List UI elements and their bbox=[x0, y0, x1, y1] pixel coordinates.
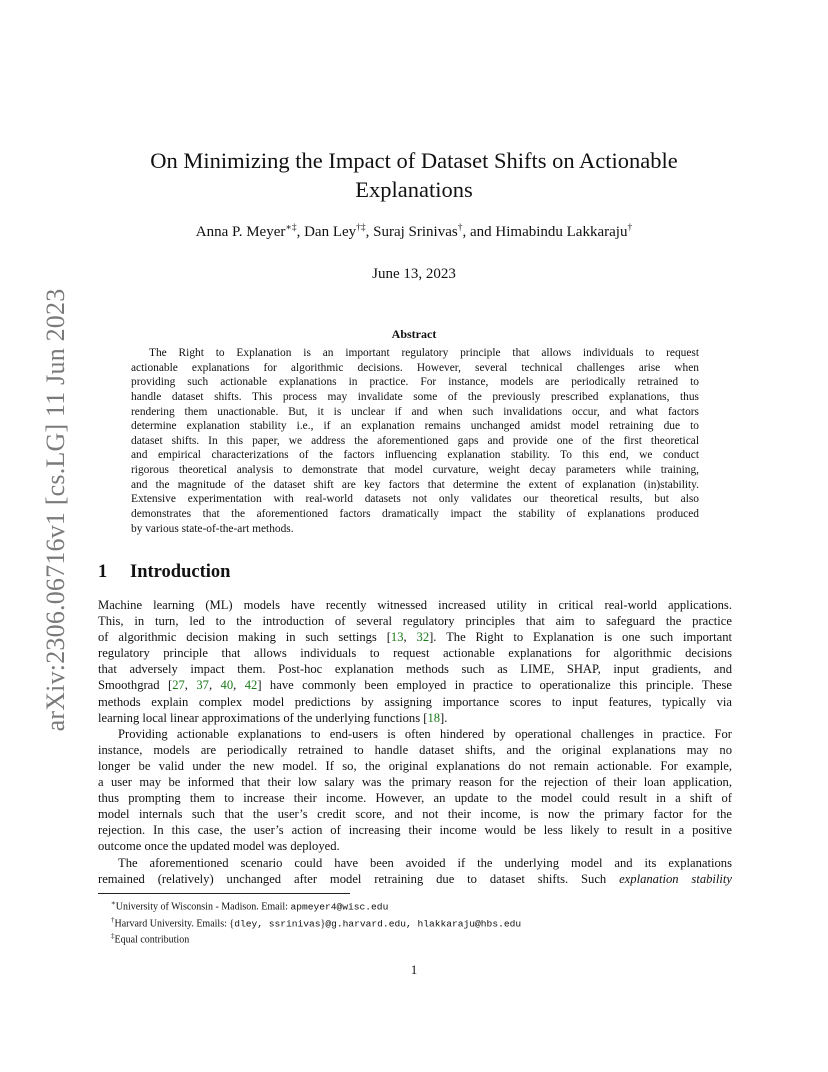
citation-link[interactable]: 18 bbox=[427, 710, 441, 725]
citation-link[interactable]: 32 bbox=[416, 630, 430, 645]
affiliation-marks: † bbox=[627, 223, 633, 233]
paragraph-line: rejection. In this case, the user’s action of increasing their income would be less likely to result in a positive bbox=[98, 823, 732, 838]
paragraph-line: a user may be informed that their low salary was the primary reason for the rejection of their loan application, bbox=[98, 775, 732, 790]
section-heading bbox=[98, 562, 230, 583]
abstract-line: actionable explanations for algorithmic decisions. However, several technical challenges arise when bbox=[131, 361, 699, 374]
author-name: Suraj Srinivas bbox=[373, 224, 458, 240]
abstract-line: and the magnitude of the dataset shift are key factors that determine the extent of explanation (in)stability. bbox=[131, 478, 699, 491]
citation-link[interactable]: 40 bbox=[220, 678, 234, 693]
footnote bbox=[111, 914, 711, 931]
footnotes bbox=[111, 897, 711, 947]
paper-title bbox=[0, 146, 828, 204]
paragraph-line: that adversely impact them. Post-hoc explanation methods such as LIME, SHAP, input gradients, and bbox=[98, 662, 732, 677]
citation-link[interactable]: 13 bbox=[390, 630, 404, 645]
citation-link[interactable]: 37 bbox=[196, 678, 209, 693]
paragraph-line: outcome once the updated model was deployed. bbox=[98, 839, 340, 854]
paragraph-line: This, in turn, led to the introduction of several regulatory principles that aim to safeguard the practice bbox=[98, 614, 732, 629]
emphasized-term: explanation stability bbox=[619, 871, 732, 886]
paragraph-line: Providing actionable explanations to end-users is often hindered by operational challenges in practice. For bbox=[118, 726, 732, 741]
footnote bbox=[111, 897, 711, 914]
footnote-mark: ∗ bbox=[111, 899, 116, 907]
paragraph-line: Smoothgrad [27, 37, 40, 42] have commonly been employed in practice to operationalize this principle. These bbox=[98, 678, 732, 693]
paragraph-line: of algorithmic decision making in such settings [13, 32]. The Right to Explanation is one such important bbox=[98, 630, 732, 645]
citation-link[interactable]: 42 bbox=[244, 678, 258, 693]
title-line-1: On Minimizing the Impact of Dataset Shifts on Actionable bbox=[150, 148, 678, 173]
email-address[interactable]: apmeyer4@wisc.edu bbox=[290, 901, 389, 913]
paragraph-line: learning local linear approximations of the underlying functions [18]. bbox=[98, 710, 448, 725]
affiliation-marks: ∗‡ bbox=[285, 223, 297, 233]
paragraph-line: regulatory principle that allows individuals to request actionable explanations for algorithmic decisions bbox=[98, 646, 732, 661]
footnote-text: University of Wisconsin - Madison. Email: bbox=[115, 901, 291, 913]
paragraph-line: instance, models are periodically retrained to handle dataset shifts, and the original explanations may no bbox=[98, 742, 732, 757]
affiliation-marks: † bbox=[457, 223, 463, 233]
footnote-text: } bbox=[320, 917, 326, 929]
abstract-line: by various state-of-the-art methods. bbox=[131, 522, 294, 535]
abstract-line: providing such actionable explanations in practice. For instance, models are periodically retrained to bbox=[131, 376, 699, 389]
abstract-line: rigorous theoretical analysis to demonstrate that model curvature, weight decay parameters while training, bbox=[131, 464, 699, 477]
title-line-2: Explanations bbox=[355, 177, 473, 202]
author-list bbox=[0, 222, 828, 241]
paragraph-line: thus prompting them to increase their income. However, an update to the model could result in a shift of bbox=[98, 791, 732, 806]
author-name: Dan Ley bbox=[304, 224, 357, 240]
paragraph-line: The aforementioned scenario could have been avoided if the underlying model and its explanations bbox=[118, 855, 732, 870]
author-separator: , bbox=[365, 224, 374, 240]
email-address[interactable]: @g.harvard.edu, hlakkaraju@hbs.edu bbox=[325, 917, 522, 929]
paragraph-line: Machine learning (ML) models have recently witnessed increased utility in critical real-world applications. bbox=[98, 598, 732, 612]
footnote-text: Harvard University. Emails: { bbox=[114, 917, 235, 929]
abstract-heading: Abstract bbox=[391, 327, 437, 341]
paragraph-line bbox=[98, 871, 732, 887]
section-number: 1 bbox=[98, 562, 108, 582]
abstract-line: determine explanation stability i.e., if an explanation remains unchanged amidst model retraining due to bbox=[131, 420, 699, 433]
affiliation-marks: †‡ bbox=[356, 223, 366, 233]
abstract-line: The Right to Explanation is an important regulatory principle that allows individuals to request bbox=[149, 347, 699, 359]
abstract-line: rendering them unactionable. But, it is unclear if and when such invalidations occur, and what factors bbox=[131, 405, 699, 418]
section-title: Introduction bbox=[130, 562, 231, 582]
email-address[interactable]: dley, ssrinivas bbox=[234, 917, 321, 929]
author-name: Anna P. Meyer bbox=[195, 224, 286, 240]
abstract-line: demonstrates that the aforementioned factors dramatically impact the stability of explanations produced bbox=[131, 508, 699, 521]
paragraph-line: methods explain complex model predictions by assigning importance scores to input features, typically via bbox=[98, 694, 732, 709]
footnote-rule bbox=[98, 893, 350, 894]
paragraph-text: remained (relatively) unchanged after model retraining due to dataset shifts. Such bbox=[98, 871, 620, 886]
author-separator: , and bbox=[462, 224, 496, 240]
abstract-body bbox=[131, 346, 699, 536]
footnote-mark: † bbox=[111, 915, 115, 924]
abstract-line: handle dataset shifts. This process may invalidate some of the previously prescribed explanations, thus bbox=[131, 390, 699, 403]
arxiv-identifier-stamp: arXiv:2306.06716v1 [cs.LG] 11 Jun 2023 bbox=[41, 288, 70, 732]
footnote bbox=[111, 930, 711, 947]
abstract-line: dataset shifts. In this paper, we address the aforementioned gaps and provide one of the first theoretical bbox=[131, 434, 699, 447]
abstract-line: and empirical characterizations of the factors influencing explanation stability. To this end, we conduct bbox=[131, 449, 699, 462]
paragraph-line: model internals such that the user’s credit score, and not their income, is now the primary factor for the bbox=[98, 807, 732, 822]
abstract-line: Extensive experimentation with real-world datasets not only validates our theoretical results, but also bbox=[131, 493, 699, 506]
author-separator: , bbox=[296, 224, 305, 240]
author-name: Himabindu Lakkaraju bbox=[495, 224, 628, 240]
publication-date: June 13, 2023 bbox=[372, 266, 456, 282]
introduction-text bbox=[98, 597, 732, 887]
footnote-mark: ‡ bbox=[111, 932, 115, 941]
page-number: 1 bbox=[410, 963, 418, 977]
footnote-text: Equal contribution bbox=[114, 934, 190, 946]
citation-link[interactable]: 27 bbox=[172, 678, 185, 693]
paragraph-line: longer be valid under the new model. If so, the original explanations do not remain actionable. For example, bbox=[98, 758, 732, 773]
